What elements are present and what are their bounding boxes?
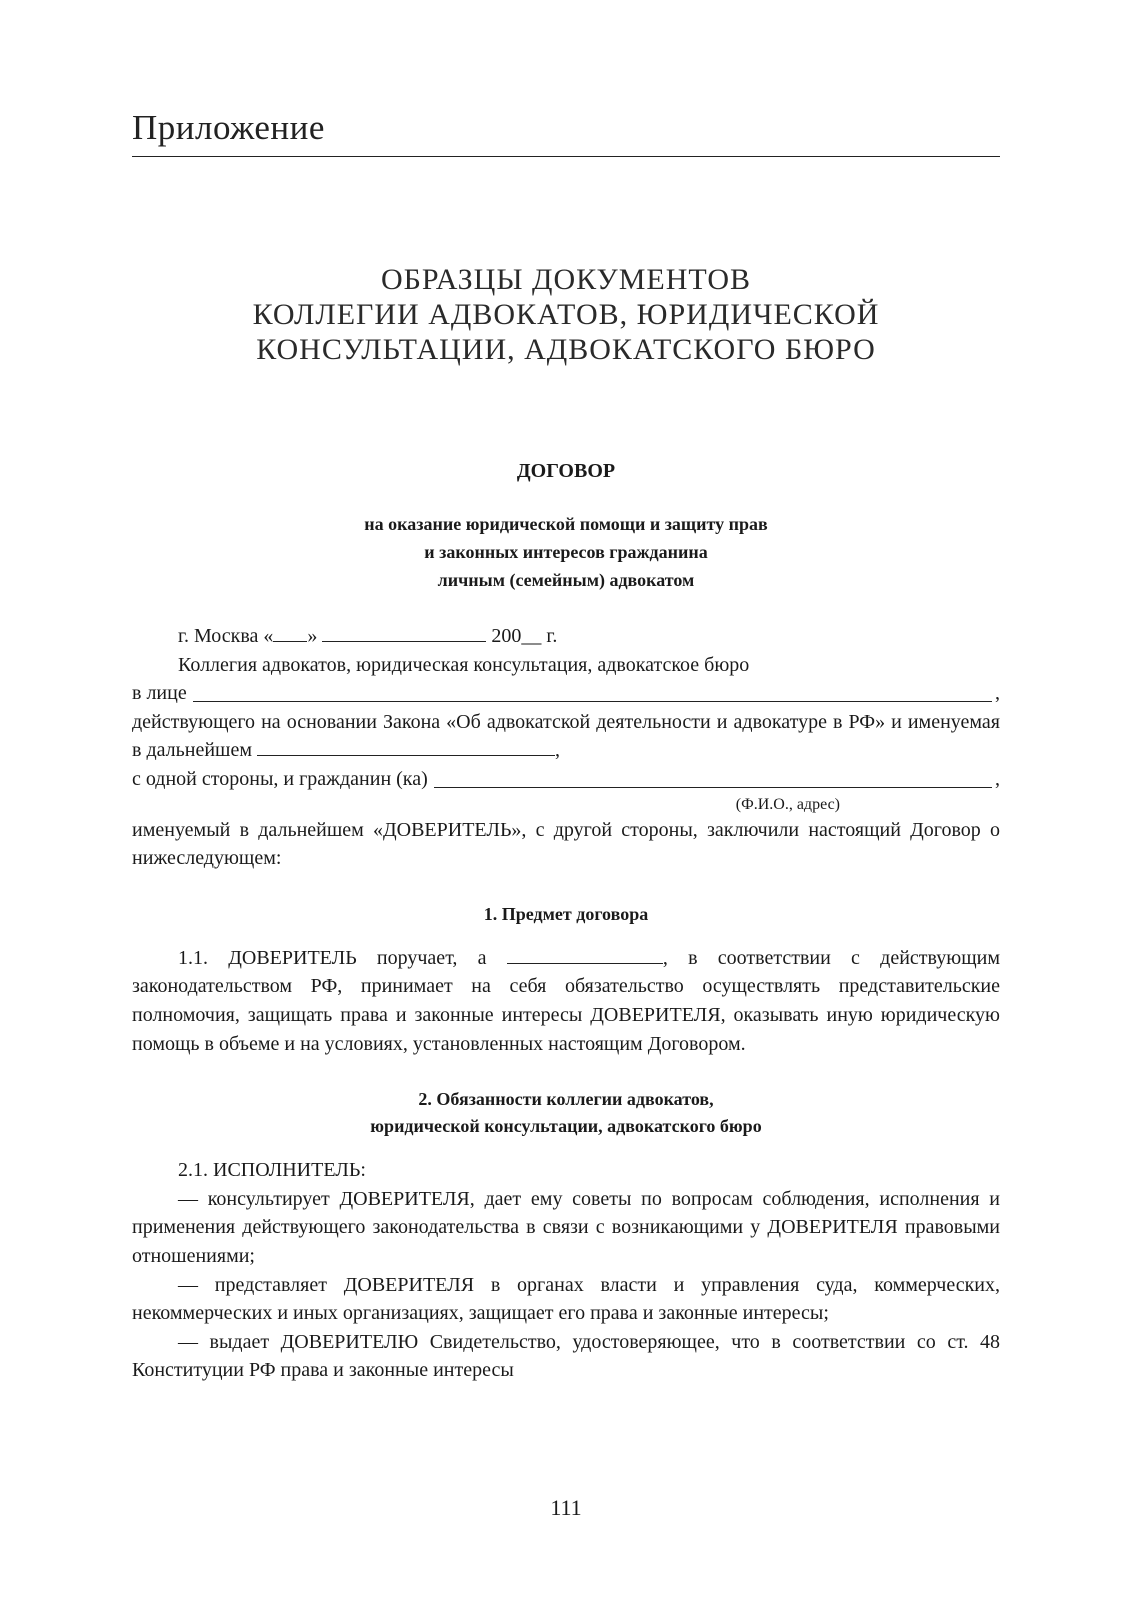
section-1-paragraph	[132, 944, 1000, 1058]
comma: ,	[555, 739, 560, 762]
intro-line: Коллегия адвокатов, юридическая консультация, адвокатское бюро	[178, 653, 750, 676]
citizen-blank	[434, 786, 992, 788]
year-label: 200__ г.	[491, 625, 558, 647]
in-person-blank	[193, 700, 992, 702]
contract-title: ДОГОВОР	[516, 460, 616, 482]
contract-subtitle-line: и законных интересов гражданина	[424, 542, 708, 562]
fio-caption: (Ф.И.О., адрес)	[735, 795, 840, 813]
city-label: г. Москва «	[178, 625, 274, 647]
section-1-start: 1.1. ДОВЕРИТЕЛЬ поручает, а	[178, 946, 487, 969]
section-2-heading-line: юридической консультации, адвокатского бюро	[370, 1116, 762, 1137]
section-1-heading: 1. Предмет договора	[483, 903, 649, 924]
basis-line	[132, 708, 1000, 765]
section-2-heading	[132, 1086, 1000, 1140]
running-header	[132, 108, 1000, 157]
main-title	[132, 262, 1000, 367]
side-one-text: с одной стороны, и гражданин (ка)	[132, 767, 428, 790]
side-one-line	[132, 765, 1000, 794]
obligation-item: — консультирует ДОВЕРИТЕЛЯ, дает ему советы по вопросам соблюдения, исполнения и применения действующего законодательства в связи с возникающими у ДОВЕРИТЕЛЯ правовыми отношениями;	[132, 1187, 1000, 1267]
obligation-item: — выдает ДОВЕРИТЕЛЮ Свидетельство, удостоверяющее, что в соответствии со ст. 48 Конституции РФ права и законные интересы	[132, 1330, 1000, 1382]
page-number: 111	[550, 1495, 582, 1520]
comma: ,	[995, 767, 1000, 790]
executor-label: 2.1. ИСПОЛНИТЕЛЬ:	[178, 1159, 366, 1182]
trustor-intro: именуемый в дальнейшем «ДОВЕРИТЕЛЬ», с другой стороны, заключили настоящий Договор о нижеследующем:	[132, 818, 1000, 870]
main-title-line: КОНСУЛЬТАЦИИ, АДВОКАТСКОГО БЮРО	[256, 333, 876, 366]
main-title-line: ОБРАЗЦЫ ДОКУМЕНТОВ	[380, 263, 752, 296]
in-person-label: в лице	[132, 682, 187, 705]
main-title-line: КОЛЛЕГИИ АДВОКАТОВ, ЮРИДИЧЕСКОЙ	[252, 298, 880, 331]
contract-subtitle-line: на оказание юридической помощи и защиту прав	[364, 514, 768, 534]
month-blank	[322, 640, 486, 642]
basis-text: действующего на основании Закона «Об адвокатской деятельности и адвокатуре в РФ» и именуемая в дальнейшем	[132, 710, 1000, 762]
contract-subtitle-line: личным (семейным) адвокатом	[437, 570, 695, 590]
contract-body	[132, 622, 1000, 1385]
day-blank	[273, 640, 307, 642]
section-1-end: , в соответствии с действующим законодательством РФ, принимает на себя обязательство осуществлять представительские полномочия, защищать права и законные интересы ДОВЕРИТЕЛЯ, оказывать иную юридическую помощь в объеме и на условиях, установленных настоящим Договором.	[132, 946, 1001, 1055]
quote-close: »	[307, 625, 318, 647]
executor-blank	[507, 962, 663, 964]
contract-subtitle	[132, 510, 1000, 594]
header-title: Приложение	[132, 108, 325, 147]
obligation-item: — представляет ДОВЕРИТЕЛЯ в органах власти и управления суда, коммерческих, некоммерческих и иных организациях, защищает его права и законные интересы;	[132, 1273, 1000, 1325]
section-2-heading-line: 2. Обязанности коллегии адвокатов,	[418, 1089, 714, 1110]
place-date-line	[132, 622, 1000, 651]
named-blank	[257, 754, 555, 756]
in-person-line	[132, 679, 1000, 708]
comma: ,	[995, 682, 1000, 705]
